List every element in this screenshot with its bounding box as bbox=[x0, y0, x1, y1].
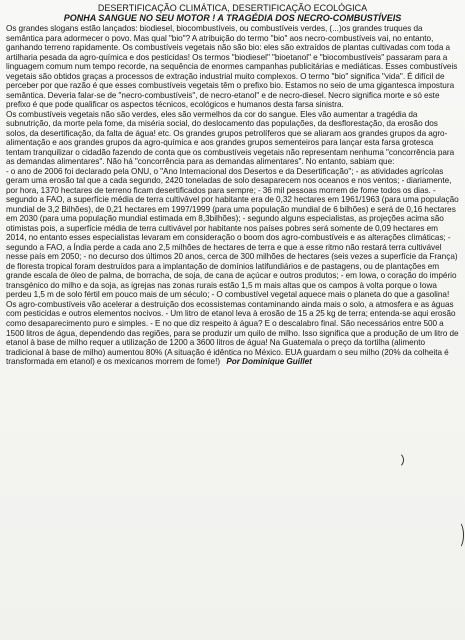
byline: Por Dominique Guillet bbox=[226, 357, 312, 367]
article-body bbox=[6, 24, 460, 367]
section-header: DESERTIFICAÇÃO CLIMÁTICA, DESERTIFICAÇÃO ECOLÓGICA bbox=[97, 3, 368, 13]
paragraph-text: - o ano de 2006 foi declarado pela ONU, o "Ano Internacional dos Desertos e da Desertificação"; - as atividades agrícolas geram uma erosão tal que a cada segundo, 2420 toneladas de solo desaparecem nos oceanos e nos ventos; - diariamente, por hora, 1370 hectares de terreno ficam desertificados para sempre; - 36 mil pessoas morrem de fome todos os dias. - segundo a FAO, a superfície média de terra cultivável por habitante era de 0,32 hectares em 1961/1963 (para uma população mundial de 3,2 Bilhões), de 0,21 hectares em 1997/1999 (para uma população mundial de 6 bilhões) e será de 0,16 hectares em 2030 (para uma população mundial estimada em 8,3bilhões); - segundo alguns especialistas, as projeções acima são otimistas pois, a superfície média de terra cultivável por habitante nos países pobres será somente de 0,09 hectares em 2014, no entanto esses especialistas levaram em consideração o boom dos agro-combustíveis e as alterações climáticas; - segundo a FAO, a Índia perde a cada ano 2,5 milhões de hectares de terra e que a esse ritmo não restará terra cultivável nesse país em 2050; - no decurso dos últimos 20 anos, cerca de 300 milhões de hectares (seis vezes a superfície da França) de floresta tropical foram destruídos para a implantação de domínios latifundiários e de pastagens, ou de plantações em grande escala de óleo de palma, de borracha, de soja, de cana de açúcar e outros produtos; - em Iowa, o coração do império transgénico do milho e da soja, as igrejas nas zonas rurais estão 1,5 m mais altas que os campos à volta porque o Iowa perdeu 1,5 m de solo fértil em pouco mais de um século; - O combustível vegetal aquece mais o planeta do que a gasolina! Os agro-combustíveis vão acelerar a destruição dos ecossistemas contaminando ainda mais o solo, a atmosfera e as águas com pesticidas e outros elementos nocivos. - Um litro de etanol leva à erosão de 15 a 25 kg de terra; entenda-se aqui erosão como desaparecimento puro e simples. - E no que diz respeito à água? E o descalabro final. São necessários entre 500 a 1500 litros de água, dependendo das regiões, para se produzir um quilo de milho. Isso significa que a produção de um litro de etanol à base de milho requer a utilização de 1200 a 3600 litros de água! Na Guatemala o preço da tortilha (alimento tradicional à base de milho) aumentou 80% (A situação é idêntica no México. EUA guardam o seu milho (20% da colheita é transformada em etanol) e os mexicanos morrem de fome!) bbox=[6, 166, 459, 367]
paragraph bbox=[6, 167, 460, 367]
paragraph: Os combustíveis vegetais não são verdes, eles são vermelhos da cor do sangue. Eles vão aumentar a tragédia da subnutrição, da morte pela fome, da miséria social, do deslocamento das populações, da desflorestação, da erosão dos solos, da desertificação, da falta de água! etc. Os grandes grupos petrolíferos que se aliaram aos grandes grupos da agro-alimentação e aos grandes grupos da agro-química e aos grandes grupos sementeiros para lançar esta farsa grotesca tentam tranquilizar o cidadão fazendo de conta que os combustíveis vegetais não representam nenhuma "concorrência para as demandas alimentares". Não há "concorrência para as demandas alimentares". No entanto, sabiam que: bbox=[6, 109, 455, 167]
paragraph: Os grandes slogans estão lançados: biodiesel, biocombustíveis, ou combustíveis verdes, (...)os grandes truques da semântica para adormecer o povo. Mas qual "bio"? A atribuição do termo "bio" aos necro-combustíveis vai, no entanto, ganhando terreno rapidamente. Os combustíveis vegetais não são bio: eles são extraídos de plantas cultivadas com toda a artilharia pesada da agro-química e dos pesticidas! Os termos "biodiesel" "bioetanol" e "biocombustíveis" passaram para a linguagem comum num tempo recorde, na sequência de enormes campanhas publicitárias e mediáticas. Esses combustíveis vegetais são obtidos graças a processos de extração industrial muito complexos. O termo "bio" significa "vida". É difícil de perceber por que razão é que esses combustíveis vegetais têm o prefixo bio. Estamos no seio de uma gigantesca impostura semântica. Deveria falar-se de "necro-combustíveis", de necro-etanol" e de necro-diesel. Necro significa morte e só este prefixo é que pode qualificar os aspectos técnicos, ecológicos e humanos desta farsa sinistra. bbox=[6, 24, 458, 110]
handwritten-mark bbox=[388, 452, 404, 468]
handwritten-mark bbox=[452, 521, 464, 549]
article-title: PONHA SANGUE NO SEU MOTOR ! A TRAGÉDIA DOS NECRO-COMBUSTÍVEIS bbox=[63, 13, 402, 23]
